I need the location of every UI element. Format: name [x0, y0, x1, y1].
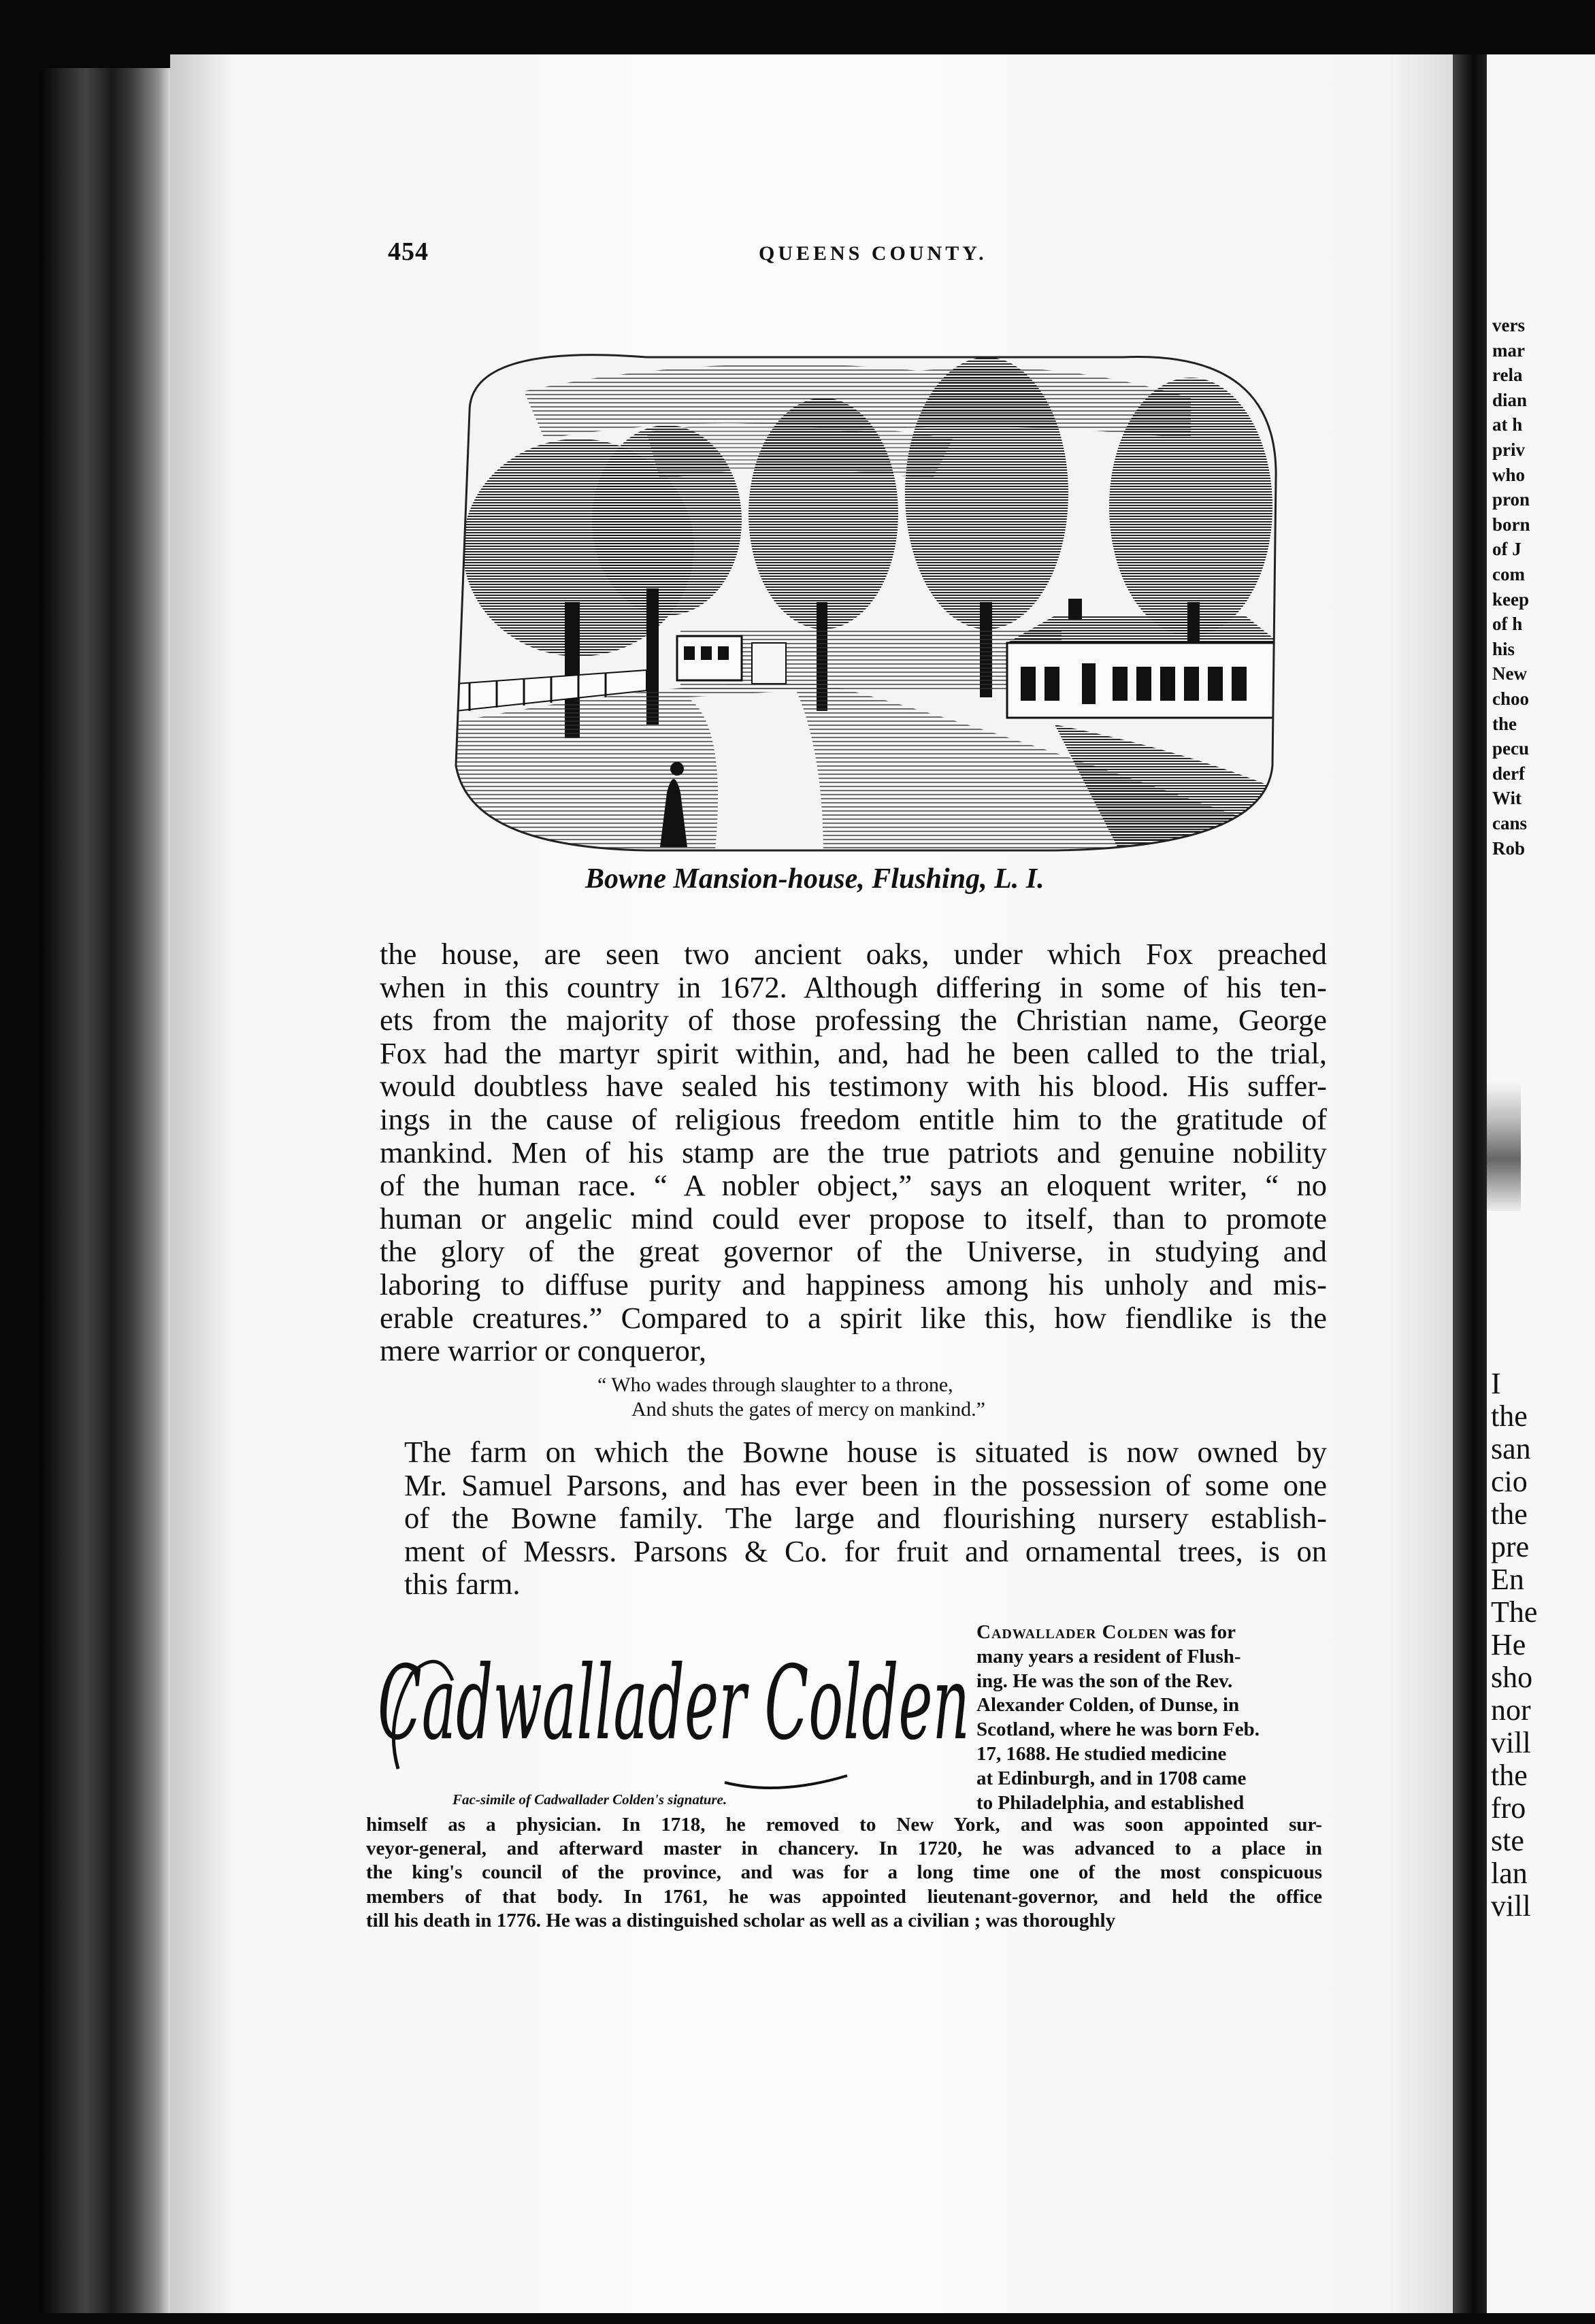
- adjacent-fragment: pecu: [1492, 738, 1529, 759]
- colden-side-line: 17, 1688. He studied medicine: [976, 1742, 1227, 1765]
- colden-line: till his death in 1776. He was a distinguished scholar as well as a civilian ; was thoroughly: [366, 1909, 1116, 1931]
- running-head: QUEENS COUNTY.: [759, 242, 987, 265]
- adjacent-fragment: ste: [1491, 1824, 1524, 1857]
- adjacent-fragment: New: [1492, 663, 1527, 684]
- page-header: [388, 237, 1327, 278]
- colden-side-text: [976, 1621, 1320, 1815]
- body-line: erable creatures.” Compared to a spirit like this, how fiendlike is the: [380, 1301, 1327, 1335]
- adjacent-fragment: sho: [1491, 1661, 1533, 1694]
- colden-continued-text: [366, 1813, 1322, 1933]
- page-gutter: [1453, 54, 1487, 2313]
- adjacent-fragment: the: [1492, 713, 1517, 734]
- adjacent-fragment: who: [1492, 464, 1526, 485]
- body-line: the glory of the great governor of the Universe, in studying and: [380, 1235, 1327, 1268]
- body-line: ings in the cause of religious freedom entitle him to the gratitude of: [380, 1102, 1327, 1136]
- adjacent-fragment: san: [1491, 1432, 1531, 1465]
- adjacent-fragment: Wit: [1492, 788, 1522, 809]
- body-lines: [380, 937, 1327, 1367]
- colden-side-line: was for: [1168, 1621, 1236, 1643]
- adjacent-fragment: vill: [1491, 1889, 1531, 1923]
- adjacent-fragment: pron: [1492, 489, 1530, 510]
- body-line: when in this country in 1672. Although differing in some of his ten-: [380, 970, 1327, 1004]
- adjacent-fragment: En: [1491, 1563, 1524, 1596]
- body-line: laboring to diffuse purity and happiness among his unholy and mis-: [380, 1267, 1327, 1301]
- body-line: mankind. Men of his stamp are the true patriots and genuine nobility: [380, 1135, 1327, 1169]
- page-number: 454: [388, 237, 429, 266]
- illustration-caption: Bowne Mansion-house, Flushing, L. I.: [585, 863, 1045, 895]
- farm-line: this farm.: [404, 1567, 521, 1601]
- adjacent-fragment: He: [1491, 1628, 1526, 1661]
- adjacent-fragment: fro: [1491, 1791, 1526, 1825]
- colden-line: veyor-general, and afterward master in chancery. In 1720, he was advanced to a place in: [366, 1838, 1322, 1860]
- colden-side-line: to Philadelphia, and established: [976, 1791, 1245, 1814]
- adjacent-fragment: priv: [1492, 439, 1526, 460]
- book-spine: [41, 68, 170, 2313]
- adjacent-fragment: Rob: [1492, 837, 1526, 859]
- signature-text: Cadwallader Colden: [378, 1644, 970, 1763]
- farm-line: The farm on which the Bowne house is situated is now owned by: [404, 1435, 1327, 1469]
- adjacent-page-illustration: [1487, 1082, 1521, 1211]
- body-line: ets from the majority of those professing the Christian name, George: [380, 1003, 1327, 1037]
- colden-side-line: many years a resident of Flush-: [976, 1645, 1241, 1667]
- adjacent-fragment: the: [1491, 1399, 1528, 1433]
- colden-line: himself as a physician. In 1718, he removed to New York, and was soon appointed sur-: [366, 1814, 1322, 1836]
- adjacent-fragment: his: [1492, 638, 1515, 659]
- adjacent-fragment: dian: [1492, 389, 1528, 410]
- adjacent-fragment: of h: [1492, 614, 1523, 635]
- body-line: the house, are seen two ancient oaks, under which Fox preached: [380, 937, 1327, 971]
- colden-side-line: ing. He was the son of the Rev.: [976, 1670, 1233, 1692]
- colden-name: Cadwallader Colden: [976, 1621, 1169, 1643]
- signature-caption: Fac-simile of Cadwallader Colden's signature.: [453, 1791, 727, 1808]
- quote-line-1: “ Who wades through slaughter to a throne,: [597, 1374, 953, 1396]
- adjacent-fragment: cans: [1492, 813, 1528, 833]
- adjacent-fragment: at h: [1492, 414, 1523, 435]
- farm-line: ment of Messrs. Parsons & Co. for fruit and ornamental trees, is on: [404, 1534, 1327, 1568]
- body-line: of the human race. “ A nobler object,” says an eloquent writer, “ no: [380, 1169, 1327, 1202]
- adjacent-fragment: vers: [1492, 315, 1525, 335]
- colden-side-line: Scotland, where he was born Feb.: [976, 1719, 1260, 1741]
- adjacent-fragment: cio: [1491, 1465, 1528, 1498]
- adjacent-fragment: rela: [1492, 365, 1523, 386]
- colden-side-line: Alexander Colden, of Dunse, in: [976, 1694, 1240, 1716]
- adjacent-fragment: the: [1491, 1497, 1528, 1531]
- adjacent-fragment: I: [1491, 1367, 1501, 1400]
- body-line: would doubtless have sealed his testimony with his blood. His suffer-: [380, 1069, 1327, 1103]
- adjacent-fragment: choo: [1492, 688, 1529, 709]
- colden-side-line: at Edinburgh, and in 1708 came: [976, 1767, 1247, 1789]
- body-paragraph: [380, 937, 1327, 1421]
- adjacent-fragment: vill: [1491, 1726, 1531, 1759]
- adjacent-fragment: keep: [1492, 588, 1529, 610]
- adjacent-fragment: born: [1492, 514, 1530, 535]
- body-line: human or angelic mind could ever propose to itself, than to promote: [380, 1201, 1327, 1235]
- adjacent-fragment: lan: [1491, 1857, 1528, 1890]
- adjacent-fragment: derf: [1492, 763, 1525, 784]
- adjacent-fragment: com: [1492, 564, 1525, 584]
- colden-line: the king's council of the province, and was for a long time one of the most conspicuous: [366, 1861, 1322, 1884]
- adjacent-fragment: nor: [1491, 1693, 1531, 1727]
- verse-quote: [380, 1373, 1327, 1422]
- farm-line: Mr. Samuel Parsons, and has ever been in the possession of some one: [404, 1468, 1327, 1502]
- body-line: mere warrior or conqueror,: [380, 1334, 707, 1367]
- colden-line: members of that body. In 1761, he was appointed lieutenant-governor, and held the office: [366, 1885, 1322, 1908]
- body-line: Fox had the martyr spirit within, and, had he been called to the trial,: [380, 1036, 1327, 1070]
- farm-paragraph: [380, 1435, 1327, 1601]
- adjacent-fragment: of J: [1492, 539, 1522, 560]
- bowne-mansion-engraving: [442, 344, 1286, 857]
- adjacent-fragment: mar: [1492, 339, 1525, 361]
- adjacent-fragment: The: [1491, 1595, 1538, 1629]
- farm-line: of the Bowne family. The large and flourishing nursery establish-: [404, 1501, 1327, 1535]
- adjacent-fragment: pre: [1491, 1530, 1530, 1563]
- adjacent-page: [1487, 54, 1595, 2313]
- adjacent-fragment: the: [1491, 1759, 1528, 1792]
- quote-line-2: And shuts the gates of mercy on mankind.”: [631, 1398, 985, 1421]
- colden-signature: [371, 1619, 983, 1803]
